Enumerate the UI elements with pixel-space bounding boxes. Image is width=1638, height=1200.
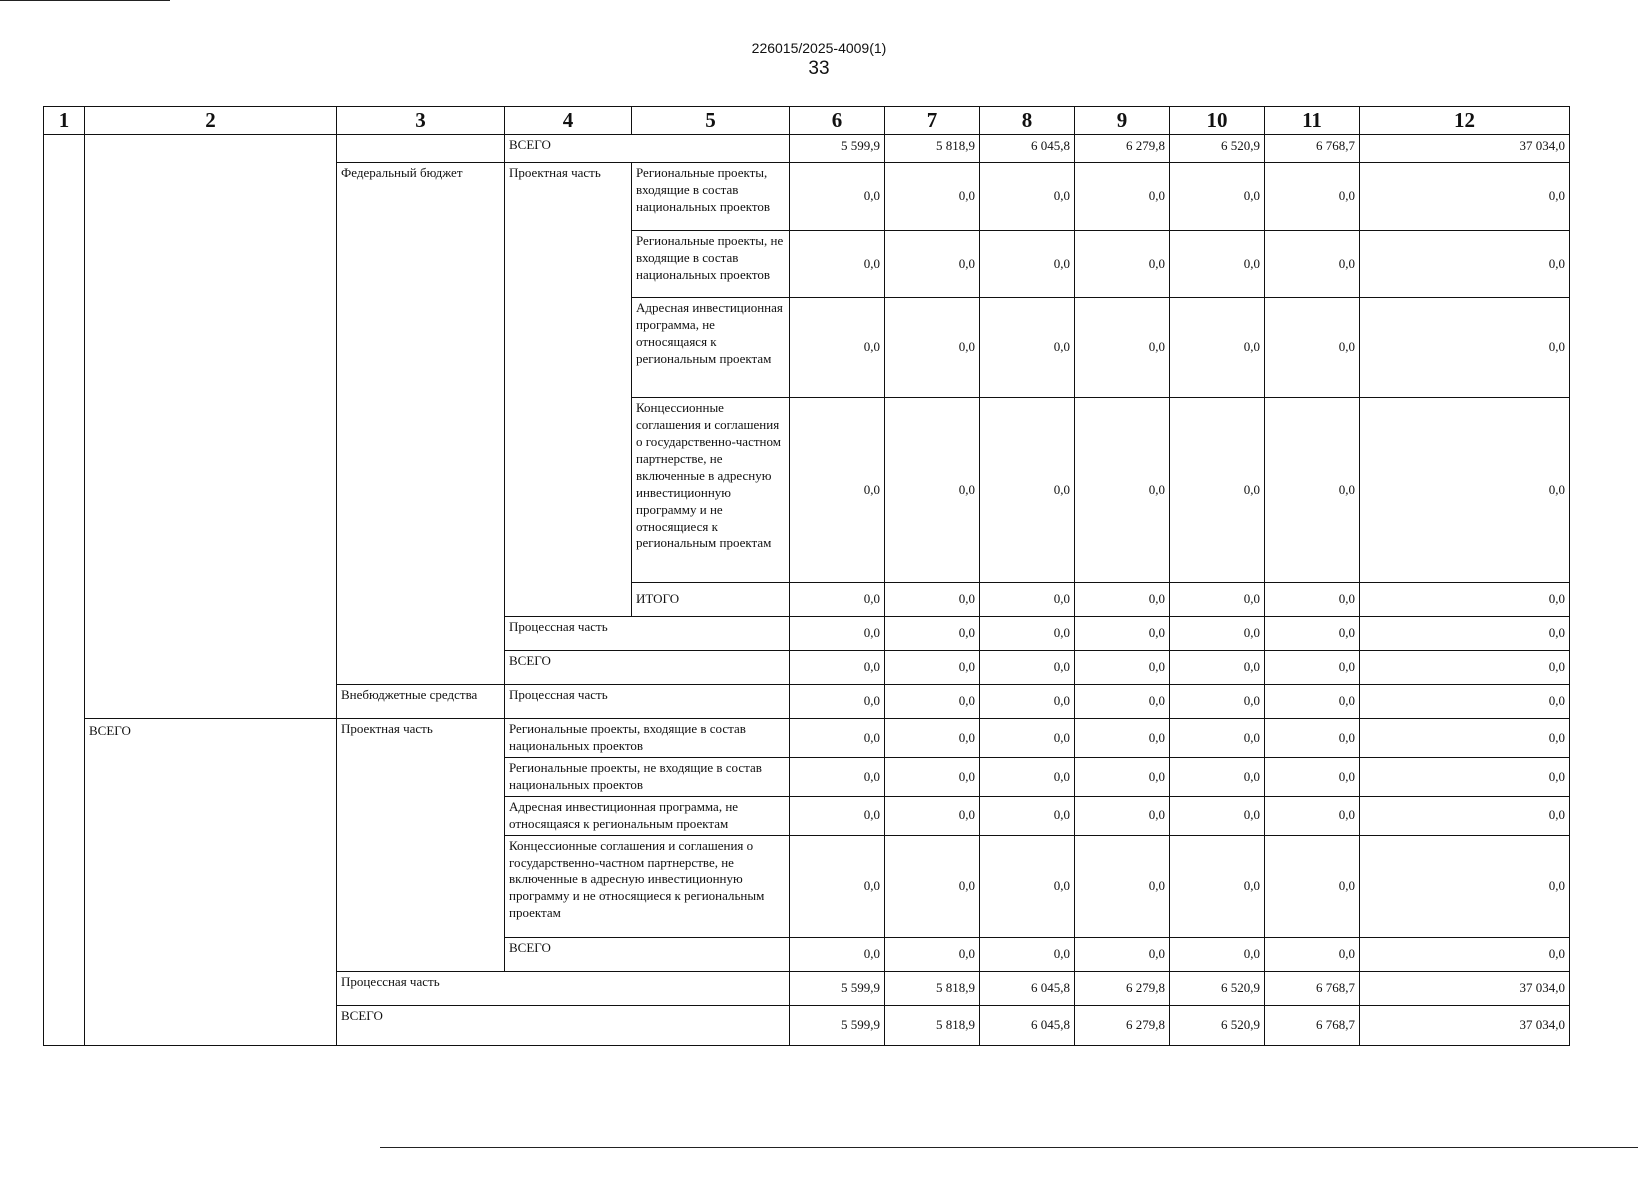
value-cell: 0,0 (1075, 937, 1170, 971)
item-itogo: ИТОГО (632, 583, 790, 617)
col-number: 9 (1075, 107, 1170, 135)
col-number: 3 (337, 107, 505, 135)
value-cell: 0,0 (790, 758, 885, 797)
value-cell: 0,0 (885, 617, 980, 651)
value-cell: 0,0 (1360, 231, 1570, 298)
value-cell: 0,0 (1265, 398, 1360, 583)
value-cell: 0,0 (885, 163, 980, 231)
value-cell: 0,0 (790, 835, 885, 937)
document-id: 226015/2025-4009(1) (751, 40, 887, 56)
value-cell: 0,0 (885, 651, 980, 685)
value-cell: 5 818,9 (885, 1005, 980, 1045)
row-label-vsego: ВСЕГО (505, 937, 790, 971)
scan-artifact-bottom (380, 1147, 1638, 1148)
value-cell: 0,0 (1170, 719, 1265, 758)
value-cell: 37 034,0 (1360, 971, 1570, 1005)
value-cell: 0,0 (1075, 398, 1170, 583)
value-cell: 0,0 (1360, 398, 1570, 583)
value-cell: 0,0 (790, 719, 885, 758)
value-cell: 0,0 (1360, 937, 1570, 971)
item-regional-in-national: Региональные проекты, входящие в состав национальных проектов (632, 163, 790, 231)
value-cell: 0,0 (790, 651, 885, 685)
value-cell: 5 599,9 (790, 1005, 885, 1045)
value-cell: 0,0 (1075, 298, 1170, 398)
value-cell: 0,0 (1265, 163, 1360, 231)
col-number: 5 (632, 107, 790, 135)
value-cell: 0,0 (1075, 758, 1170, 797)
value-cell: 0,0 (885, 298, 980, 398)
value-cell: 0,0 (1360, 617, 1570, 651)
value-cell: 5 599,9 (790, 971, 885, 1005)
column-numbers-row (44, 107, 1570, 135)
value-cell: 0,0 (790, 231, 885, 298)
value-cell: 6 520,9 (1170, 1005, 1265, 1045)
value-cell: 0,0 (1075, 163, 1170, 231)
value-cell: 0,0 (1075, 583, 1170, 617)
value-cell: 6 045,8 (980, 135, 1075, 163)
page-number: 33 (808, 58, 830, 79)
source-federal-budget: Федеральный бюджет (337, 163, 505, 685)
value-cell: 0,0 (1170, 298, 1265, 398)
value-cell: 0,0 (885, 835, 980, 937)
value-cell: 0,0 (1360, 719, 1570, 758)
value-cell: 6 279,8 (1075, 1005, 1170, 1045)
value-cell: 0,0 (1265, 651, 1360, 685)
scan-artifact-top (0, 0, 170, 1)
value-cell: 0,0 (980, 231, 1075, 298)
row-label-vsego: ВСЕГО (505, 651, 790, 685)
item-regional-not-in-national: Региональные проекты, не входящие в состав национальных проектов (632, 231, 790, 298)
value-cell: 0,0 (1265, 617, 1360, 651)
value-cell: 0,0 (1170, 937, 1265, 971)
value-cell: 6 520,9 (1170, 971, 1265, 1005)
value-cell: 0,0 (980, 719, 1075, 758)
value-cell: 5 599,9 (790, 135, 885, 163)
value-cell: 0,0 (1170, 583, 1265, 617)
item-concession: Концессионные соглашения и соглашения о государственно-частном партнерстве, не включенные в адресную инвестиционную программу и не относящиеся к региональным проектам (632, 398, 790, 583)
part-process: Процессная часть (505, 617, 790, 651)
budget-table (43, 106, 1570, 1046)
part-process: Процессная часть (505, 685, 790, 719)
cell-col1-empty (44, 135, 85, 1045)
value-cell: 6 045,8 (980, 971, 1075, 1005)
value-cell: 0,0 (1170, 835, 1265, 937)
table-row (44, 719, 1570, 758)
col-number: 1 (44, 107, 85, 135)
col-number: 10 (1170, 107, 1265, 135)
value-cell: 0,0 (790, 617, 885, 651)
item-address-investment: Адресная инвестиционная программа, не относящаяся к региональным проектам (632, 298, 790, 398)
value-cell: 0,0 (980, 617, 1075, 651)
value-cell: 0,0 (980, 937, 1075, 971)
value-cell: 0,0 (1170, 685, 1265, 719)
col-number: 8 (980, 107, 1075, 135)
value-cell: 5 818,9 (885, 135, 980, 163)
value-cell: 0,0 (885, 758, 980, 797)
value-cell: 0,0 (1170, 651, 1265, 685)
col-number: 11 (1265, 107, 1360, 135)
value-cell: 0,0 (980, 796, 1075, 835)
value-cell: 0,0 (885, 719, 980, 758)
value-cell: 0,0 (1170, 758, 1265, 797)
value-cell: 37 034,0 (1360, 1005, 1570, 1045)
value-cell: 6 768,7 (1265, 971, 1360, 1005)
value-cell: 0,0 (1360, 835, 1570, 937)
item-address-investment: Адресная инвестиционная программа, не относящаяся к региональным проектам (505, 796, 790, 835)
value-cell: 6 279,8 (1075, 135, 1170, 163)
value-cell: 0,0 (1075, 231, 1170, 298)
item-concession: Концессионные соглашения и соглашения о государственно-частном партнерстве, не включенные в адресную инвестиционную программу и не относящиеся к региональным проектам (505, 835, 790, 937)
col-number: 6 (790, 107, 885, 135)
col-number: 12 (1360, 107, 1570, 135)
value-cell: 0,0 (885, 583, 980, 617)
col-number: 2 (85, 107, 337, 135)
value-cell: 0,0 (980, 758, 1075, 797)
value-cell: 0,0 (980, 651, 1075, 685)
value-cell: 0,0 (790, 685, 885, 719)
value-cell: 0,0 (1170, 617, 1265, 651)
part-process: Процессная часть (337, 971, 790, 1005)
value-cell: 0,0 (790, 583, 885, 617)
value-cell: 0,0 (1360, 163, 1570, 231)
value-cell: 0,0 (1265, 758, 1360, 797)
value-cell: 6 045,8 (980, 1005, 1075, 1045)
value-cell: 0,0 (1265, 937, 1360, 971)
value-cell: 0,0 (790, 796, 885, 835)
part-project: Проектная часть (337, 719, 505, 971)
cell-empty (337, 135, 505, 163)
cell-col2-empty (85, 135, 337, 719)
value-cell: 0,0 (1075, 651, 1170, 685)
value-cell: 0,0 (1360, 685, 1570, 719)
value-cell: 0,0 (885, 231, 980, 298)
value-cell: 0,0 (1170, 398, 1265, 583)
value-cell: 0,0 (1360, 298, 1570, 398)
value-cell: 0,0 (885, 796, 980, 835)
table-row (44, 135, 1570, 163)
value-cell: 0,0 (1360, 651, 1570, 685)
value-cell: 0,0 (980, 398, 1075, 583)
col-number: 7 (885, 107, 980, 135)
value-cell: 0,0 (1075, 835, 1170, 937)
value-cell: 0,0 (790, 398, 885, 583)
value-cell: 0,0 (885, 937, 980, 971)
value-cell: 0,0 (790, 298, 885, 398)
value-cell: 0,0 (885, 685, 980, 719)
row-label-vsego: ВСЕГО (505, 135, 790, 163)
value-cell: 0,0 (1265, 298, 1360, 398)
value-cell: 0,0 (790, 937, 885, 971)
value-cell: 0,0 (980, 835, 1075, 937)
value-cell: 6 520,9 (1170, 135, 1265, 163)
source-offbudget: Внебюджетные средства (337, 685, 505, 719)
value-cell: 0,0 (980, 298, 1075, 398)
value-cell: 0,0 (980, 583, 1075, 617)
value-cell: 0,0 (1075, 685, 1170, 719)
value-cell: 6 279,8 (1075, 971, 1170, 1005)
value-cell: 0,0 (1360, 583, 1570, 617)
value-cell: 0,0 (1170, 796, 1265, 835)
value-cell: 0,0 (1265, 796, 1360, 835)
value-cell: 37 034,0 (1360, 135, 1570, 163)
value-cell: 5 818,9 (885, 971, 980, 1005)
value-cell: 0,0 (1360, 758, 1570, 797)
value-cell: 0,0 (1360, 796, 1570, 835)
item-regional-not-in-national: Региональные проекты, не входящие в состав национальных проектов (505, 758, 790, 797)
value-cell: 0,0 (1075, 719, 1170, 758)
row-label-vsego: ВСЕГО (337, 1005, 790, 1045)
item-regional-in-national: Региональные проекты, входящие в состав национальных проектов (505, 719, 790, 758)
value-cell: 0,0 (1265, 583, 1360, 617)
value-cell: 0,0 (980, 163, 1075, 231)
value-cell: 0,0 (1075, 796, 1170, 835)
value-cell: 6 768,7 (1265, 1005, 1360, 1045)
part-project: Проектная часть (505, 163, 632, 617)
value-cell: 0,0 (790, 163, 885, 231)
value-cell: 0,0 (1170, 231, 1265, 298)
value-cell: 6 768,7 (1265, 135, 1360, 163)
col-number: 4 (505, 107, 632, 135)
value-cell: 0,0 (1265, 231, 1360, 298)
value-cell: 0,0 (1265, 719, 1360, 758)
value-cell: 0,0 (1265, 835, 1360, 937)
value-cell: 0,0 (1075, 617, 1170, 651)
section-vsego: ВСЕГО (85, 719, 337, 1045)
value-cell: 0,0 (1265, 685, 1360, 719)
value-cell: 0,0 (1170, 163, 1265, 231)
value-cell: 0,0 (885, 398, 980, 583)
value-cell: 0,0 (980, 685, 1075, 719)
